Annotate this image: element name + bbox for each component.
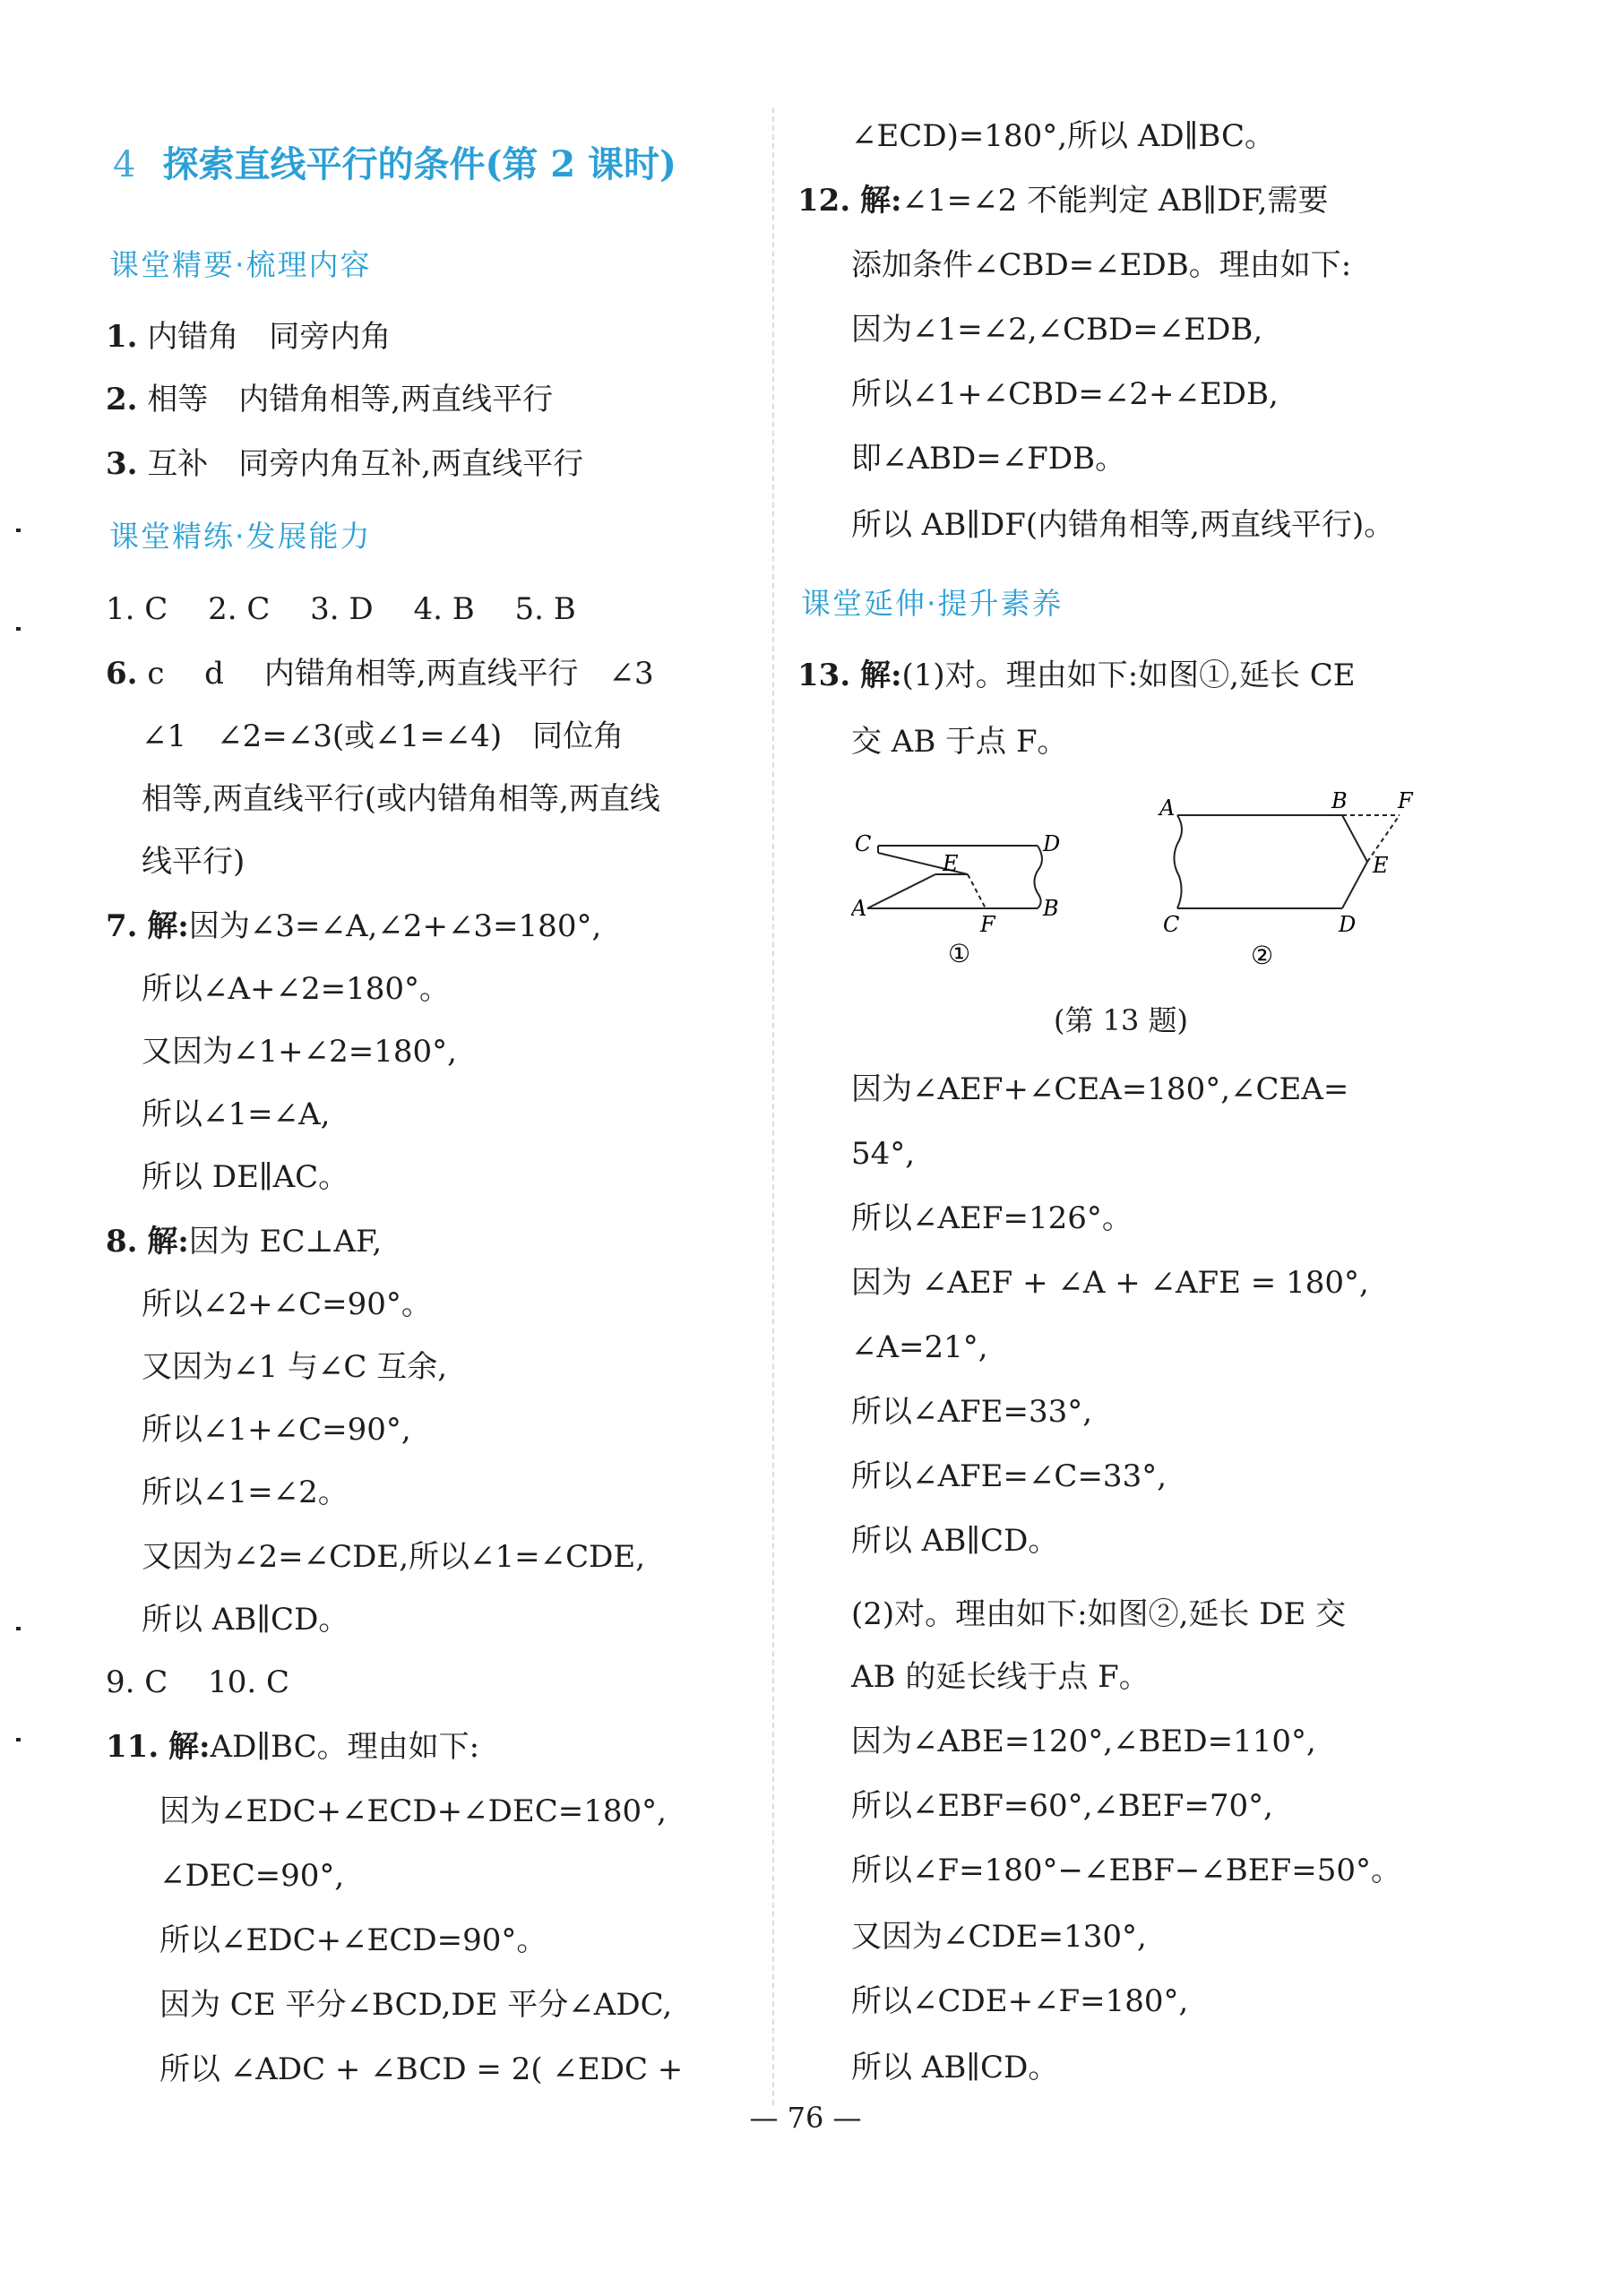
label-e: E bbox=[943, 851, 959, 876]
answer-8-line-6: 又因为∠2=∠CDE,所以∠1=∠CDE, bbox=[142, 1539, 645, 1575]
answer-12-line-2: 添加条件∠CBD=∠EDB。理由如下: bbox=[851, 247, 1352, 283]
segment-ae bbox=[867, 874, 935, 908]
answer-7-line-2: 所以∠A+∠2=180°。 bbox=[142, 971, 451, 1007]
answer-6-line-3: 相等,两直线平行(或内错角相等,两直线 bbox=[142, 781, 660, 817]
label-a-2: A bbox=[1159, 795, 1176, 821]
section-heading-3: 课堂延伸·提升素养 bbox=[801, 586, 1064, 621]
label-a: A bbox=[851, 896, 867, 921]
answer-1: 1. 内错角 同旁内角 bbox=[106, 319, 392, 355]
section-heading-1: 课堂精要·梳理内容 bbox=[109, 247, 372, 282]
answer-6-line-2: ∠1 ∠2=∠3(或∠1=∠4) 同位角 bbox=[142, 718, 625, 754]
answer-11-line-6: 所以 ∠ADC + ∠BCD = 2( ∠EDC + bbox=[159, 2051, 684, 2087]
answer-13-line-17: 所以∠CDE+∠F=180°, bbox=[851, 1983, 1189, 2019]
label-c-2: C bbox=[1163, 912, 1180, 937]
answer-8-line-3: 又因为∠1 与∠C 互余, bbox=[142, 1349, 448, 1385]
break-edge-2 bbox=[1174, 815, 1182, 908]
answer-6-line-4: 线平行) bbox=[142, 844, 246, 880]
answer-13-line-5: 所以∠AEF=126°。 bbox=[851, 1200, 1133, 1236]
label-f-2: F bbox=[1398, 788, 1413, 813]
answer-13-line-11: (2)对。理由如下:如图②,延长 DE 交 bbox=[851, 1596, 1347, 1632]
answer-13-line-3: 因为∠AEF+∠CEA=180°,∠CEA= bbox=[851, 1071, 1349, 1107]
label-d: D bbox=[1043, 831, 1061, 856]
answer-3: 3. 互补 同旁内角互补,两直线平行 bbox=[106, 446, 584, 482]
section-heading-2: 课堂精练·发展能力 bbox=[109, 519, 372, 554]
answer-11-line-1: 11. 解:AD∥BC。理由如下: bbox=[106, 1729, 480, 1765]
answer-13-line-15: 所以∠F=180°−∠EBF−∠BEF=50°。 bbox=[851, 1853, 1401, 1888]
margin-mark bbox=[16, 1738, 21, 1741]
answer-7-line-1: 7. 解:因为∠3=∠A,∠2+∠3=180°, bbox=[106, 908, 602, 944]
answer-7-line-5: 所以 DE∥AC。 bbox=[142, 1159, 349, 1195]
lesson-title-text: 探索直线平行的条件(第 2 课时) bbox=[162, 143, 676, 185]
margin-mark bbox=[16, 529, 21, 532]
answer-13-line-4: 54°, bbox=[851, 1136, 916, 1172]
figure-caption: (第 13 题) bbox=[1054, 1003, 1189, 1037]
answer-13-line-9: 所以∠AFE=∠C=33°, bbox=[851, 1458, 1167, 1494]
answer-12-line-5: 即∠ABD=∠FDB。 bbox=[851, 441, 1126, 477]
answer-12-line-6: 所以 AB∥DF(内错角相等,两直线平行)。 bbox=[851, 507, 1395, 543]
label-d-2: D bbox=[1339, 912, 1357, 937]
answer-11-line-2: 因为∠EDC+∠ECD+∠DEC=180°, bbox=[159, 1793, 667, 1829]
answer-12-line-4: 所以∠1+∠CBD=∠2+∠EDB, bbox=[851, 376, 1279, 412]
answer-13-line-18: 所以 AB∥CD。 bbox=[851, 2050, 1059, 2085]
answer-7-line-4: 所以∠1=∠A, bbox=[142, 1096, 331, 1132]
figure-1 bbox=[851, 815, 1084, 976]
figure-1-label: ① bbox=[948, 939, 971, 968]
answer-7-line-3: 又因为∠1+∠2=180°, bbox=[142, 1034, 457, 1070]
answer-6-line-1: 6. c d 内错角相等,两直线平行 ∠3 bbox=[106, 656, 654, 692]
answer-11-line-5: 因为 CE 平分∠BCD,DE 平分∠ADC, bbox=[159, 1987, 673, 2023]
answer-8-line-1: 8. 解:因为 EC⊥AF, bbox=[106, 1224, 383, 1260]
answers-1-5: 1. C 2. C 3. D 4. B 5. B bbox=[106, 591, 576, 627]
lesson-number: 4 bbox=[113, 144, 136, 185]
label-b-2: B bbox=[1331, 788, 1348, 813]
page-number: — 76 — bbox=[749, 2101, 862, 2135]
margin-mark bbox=[16, 1627, 21, 1630]
answer-12-line-1: 12. 解:∠1=∠2 不能判定 AB∥DF,需要 bbox=[797, 183, 1329, 219]
answer-12-line-3: 因为∠1=∠2,∠CBD=∠EDB, bbox=[851, 312, 1263, 348]
answer-13-line-16: 又因为∠CDE=130°, bbox=[851, 1919, 1147, 1955]
answer-13-line-2: 交 AB 于点 F。 bbox=[851, 724, 1068, 760]
answer-11-line-3: ∠DEC=90°, bbox=[159, 1858, 345, 1894]
answer-13-line-1: 13. 解:(1)对。理由如下:如图①,延长 CE bbox=[797, 658, 1356, 693]
label-c: C bbox=[855, 831, 872, 856]
label-f: F bbox=[980, 912, 995, 937]
answers-9-10: 9. C 10. C bbox=[106, 1664, 289, 1700]
answer-11-continuation: ∠ECD)=180°,所以 AD∥BC。 bbox=[851, 118, 1275, 154]
answer-8-line-5: 所以∠1=∠2。 bbox=[142, 1475, 349, 1510]
label-b: B bbox=[1043, 896, 1059, 921]
figure-2 bbox=[1156, 785, 1425, 973]
answer-8-line-2: 所以∠2+∠C=90°。 bbox=[142, 1286, 432, 1322]
segment-ed bbox=[1342, 862, 1367, 908]
answer-8-line-7: 所以 AB∥CD。 bbox=[142, 1602, 349, 1638]
answer-13-line-7: ∠A=21°, bbox=[851, 1329, 988, 1365]
lesson-title bbox=[113, 136, 676, 187]
segment-be bbox=[1342, 815, 1367, 862]
answer-13-line-14: 所以∠EBF=60°,∠BEF=70°, bbox=[851, 1788, 1273, 1824]
answer-13-line-10: 所以 AB∥CD。 bbox=[851, 1523, 1059, 1559]
answer-13-line-13: 因为∠ABE=120°,∠BED=110°, bbox=[851, 1724, 1316, 1759]
answer-11-line-4: 所以∠EDC+∠ECD=90°。 bbox=[159, 1922, 547, 1958]
break-edge bbox=[1034, 846, 1042, 908]
column-divider bbox=[772, 107, 774, 2105]
answer-8-line-4: 所以∠1+∠C=90°, bbox=[142, 1412, 411, 1448]
answer-13-line-8: 所以∠AFE=33°, bbox=[851, 1394, 1093, 1430]
answer-2: 2. 相等 内错角相等,两直线平行 bbox=[106, 382, 554, 417]
figure-2-label: ② bbox=[1251, 941, 1274, 970]
extension-ef bbox=[968, 874, 986, 908]
answer-13-line-12: AB 的延长线于点 F。 bbox=[851, 1659, 1150, 1695]
label-e-2: E bbox=[1373, 853, 1389, 878]
margin-mark bbox=[16, 627, 21, 631]
answer-13-line-6: 因为 ∠AEF + ∠A + ∠AFE = 180°, bbox=[851, 1265, 1369, 1301]
